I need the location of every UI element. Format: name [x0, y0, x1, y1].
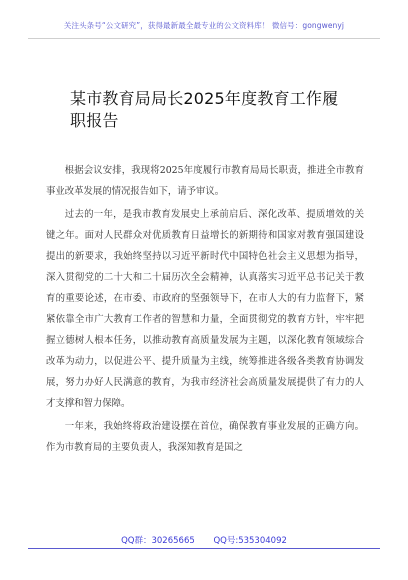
qq-number-text: QQ号:535304092: [213, 536, 287, 546]
footer-divider: [28, 548, 380, 549]
footer-contacts: [0, 534, 408, 546]
header-banner: 关注头条号“公文研究”，获得最新最全最专业的公文资料库！ 微信号：gongwenyj: [63, 21, 345, 30]
paragraph: 过去的一年，是我市教育发展史上承前启后、深化改革、提质增效的关键之年。面对人民群众对优质教育日益增长的新期待和国家对教育强国建设提出的新要求，我始终坚持以习近平新时代中国特色社会主义思想为指导，深入贯彻党的二十大和二十届历次全会精神，认真落实习近平总书记关于教育的重要论述，在市委、市政府的坚强领导下，在市人大的有力监督下，紧紧依靠全市广大教育工作者的智慧和力量，全面贯彻党的教育方针，牢牢把握立德树人根本任务，以推动教育高质量发展为主题，以深化教育领域综合改革为动力，以促进公平、提升质量为主线，统筹推进各级各类教育协调发展，努力办好人民满意的教育，为我市经济社会高质量发展提供了有力的人才支撑和智力保障。: [46, 209, 364, 409]
document-title: 某市教育局局长2025年度教育工作履职报告: [70, 89, 339, 130]
qq-group-text: QQ群：30265665: [121, 536, 195, 546]
document-body: [46, 160, 364, 460]
header-divider: [28, 38, 380, 39]
paragraph: 根据会议安排，我现将2025年度履行市教育局局长职责，推进全市教育事业改革发展的情况报告如下，请予审议。: [46, 165, 364, 197]
paragraph: 一年来，我始终将政治建设摆在首位，确保教育事业发展的正确方向。作为市教育局的主要负责人，我深知教育是国之: [46, 421, 364, 453]
